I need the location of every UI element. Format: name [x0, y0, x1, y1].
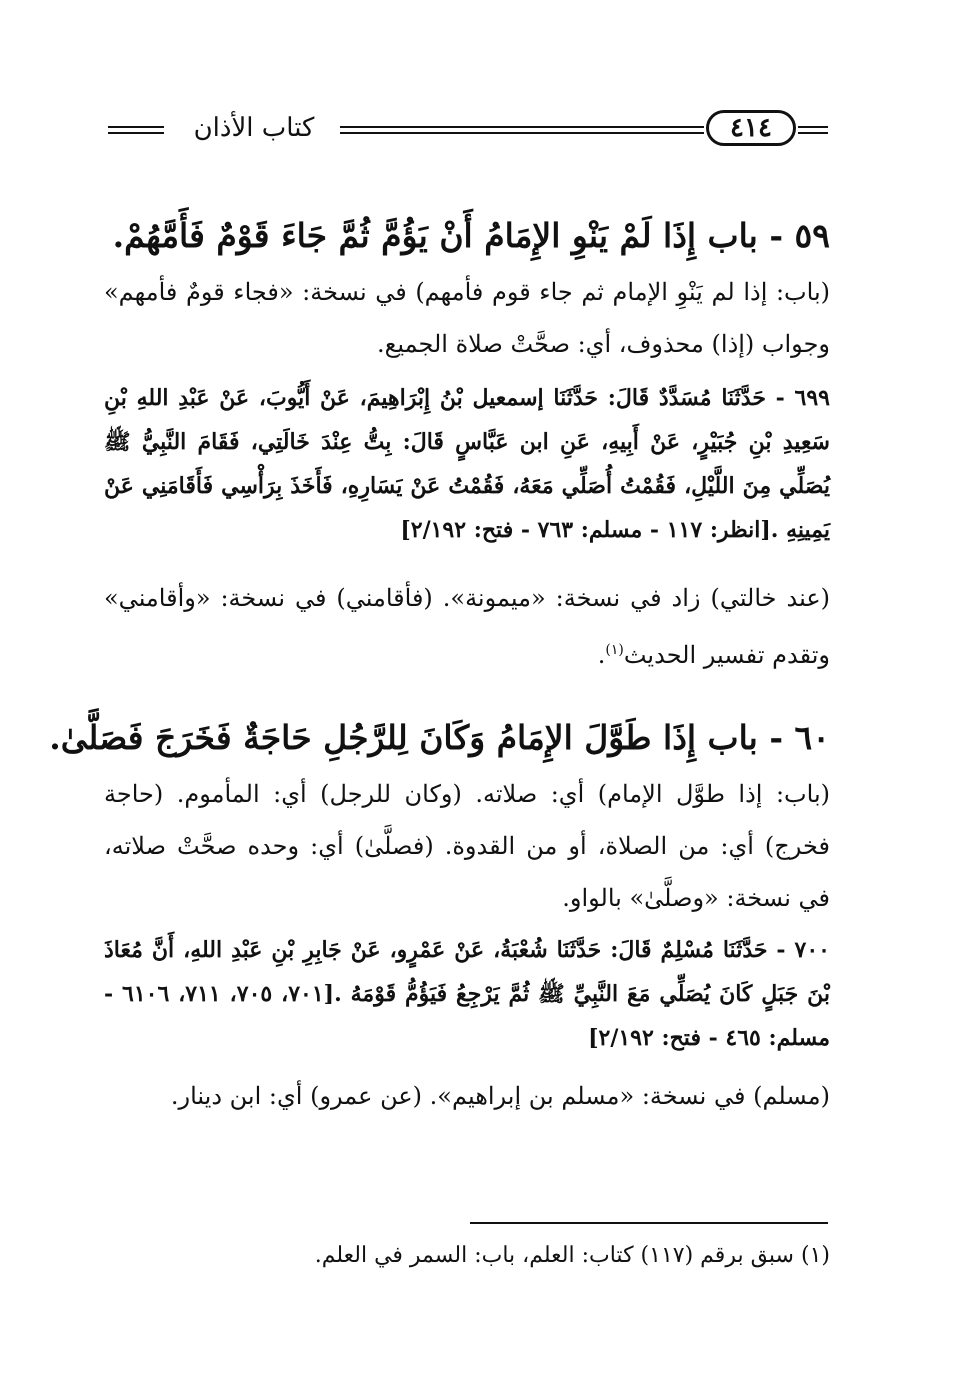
footnote-1: (١) سبق برقم (١١٧) كتاب: العلم، باب: السمر في العلم. — [314, 1243, 830, 1268]
footnote-separator — [470, 1222, 828, 1224]
section-60-note: (مسلم) في نسخة: «مسلم بن إبراهيم». (عن عمرو) أي: ابن دينار. — [170, 1082, 830, 1110]
running-header — [108, 108, 828, 152]
section-59-heading: ٥٩ - باب إِذَا لَمْ يَنْوِ الإِمَامُ أَنْ يَؤُمَّ ثُمَّ جَاءَ قَوْمٌ فَأَمَّهُمْ. — [112, 216, 830, 255]
section-59-commentary: (باب: إذا لم يَنْوِ الإمام ثم جاء قوم فأمهم) في نسخة: «فجاء قومٌ فأمهم» وجواب (إذا) محذوف، أي: صحَّتْ صلاة الجميع. — [104, 278, 830, 358]
header-rule-middle — [340, 126, 704, 134]
section-60-heading: ٦٠ - باب إِذَا طَوَّلَ الإِمَامُ وَكَانَ لِلرَّجُلِ حَاجَةٌ فَخَرَجَ فَصَلَّىٰ. — [49, 718, 830, 757]
section-59-note-text: (عند خالتي) زاد في نسخة: «ميمونة». (فأقامني) في نسخة: «وأقامني» وتقدم تفسير الحديث — [104, 584, 830, 669]
section-59-note-end: . — [597, 641, 606, 669]
book-title: كتاب الأذان — [193, 113, 315, 143]
section-59-note — [104, 572, 830, 681]
header-rule-left — [108, 126, 164, 134]
hadith-700: ٧٠٠ - حَدَّثَنَا مُسْلِمٌ قَالَ: حَدَّثَنَا شُعْبَةُ، عَنْ عَمْرٍو، عَنْ جَابِرِ بْنِ عَبْدِ اللهِ، أَنَّ مُعَاذَ بْنَ جَبَلٍ كَانَ يُصَلِّي مَعَ النَّبِيِّ ﷺ ثُمَّ يَرْجِعُ فَيَؤُمُّ قَوْمَهُ .[٧٠١، ٧٠٥، ٧١١، ٦١٠٦ - مسلم: ٤٦٥ - فتح: ٢/١٩٢] — [104, 937, 830, 1051]
header-rule-right — [798, 126, 828, 134]
section-60-commentary: (باب: إذا طوَّل الإمام) أي: صلاته. (وكان للرجل) أي: المأموم. (حاجة فخرج) أي: من الصلاة، أو من القدوة. (فصلَّىٰ) أي: وحده صحَّتْ صلاته، في نسخة: «وصلَّىٰ» بالواو. — [104, 780, 830, 912]
footnote-ref: (١) — [605, 642, 624, 658]
hadith-699: ٦٩٩ - حَدَّثَنَا مُسَدَّدٌ قَالَ: حَدَّثَنَا إسمعيل بْنُ إِبْرَاهِيمَ، عَنْ أَيُّوبَ، عَنْ عَبْدِ اللهِ بْنِ سَعِيدِ بْنِ جُبَيْرٍ، عَنْ أَبِيهِ، عَنِ ابن عَبَّاسٍ قَالَ: بِتُّ عِنْدَ خَالَتِي، فَقَامَ النَّبِيُّ ﷺ يُصَلِّي مِنَ اللَّيْلِ، فَقُمْتُ أُصَلِّي مَعَهُ، فَقُمْتُ عَنْ يَسَارِهِ، فَأَخَذَ بِرَأْسِي فَأَقَامَنِي عَنْ يَمِينِهِ .[انظر: ١١٧ - مسلم: ٧٦٣ - فتح: ٢/١٩٢] — [104, 385, 830, 543]
page-number: ٤١٤ — [706, 110, 796, 146]
